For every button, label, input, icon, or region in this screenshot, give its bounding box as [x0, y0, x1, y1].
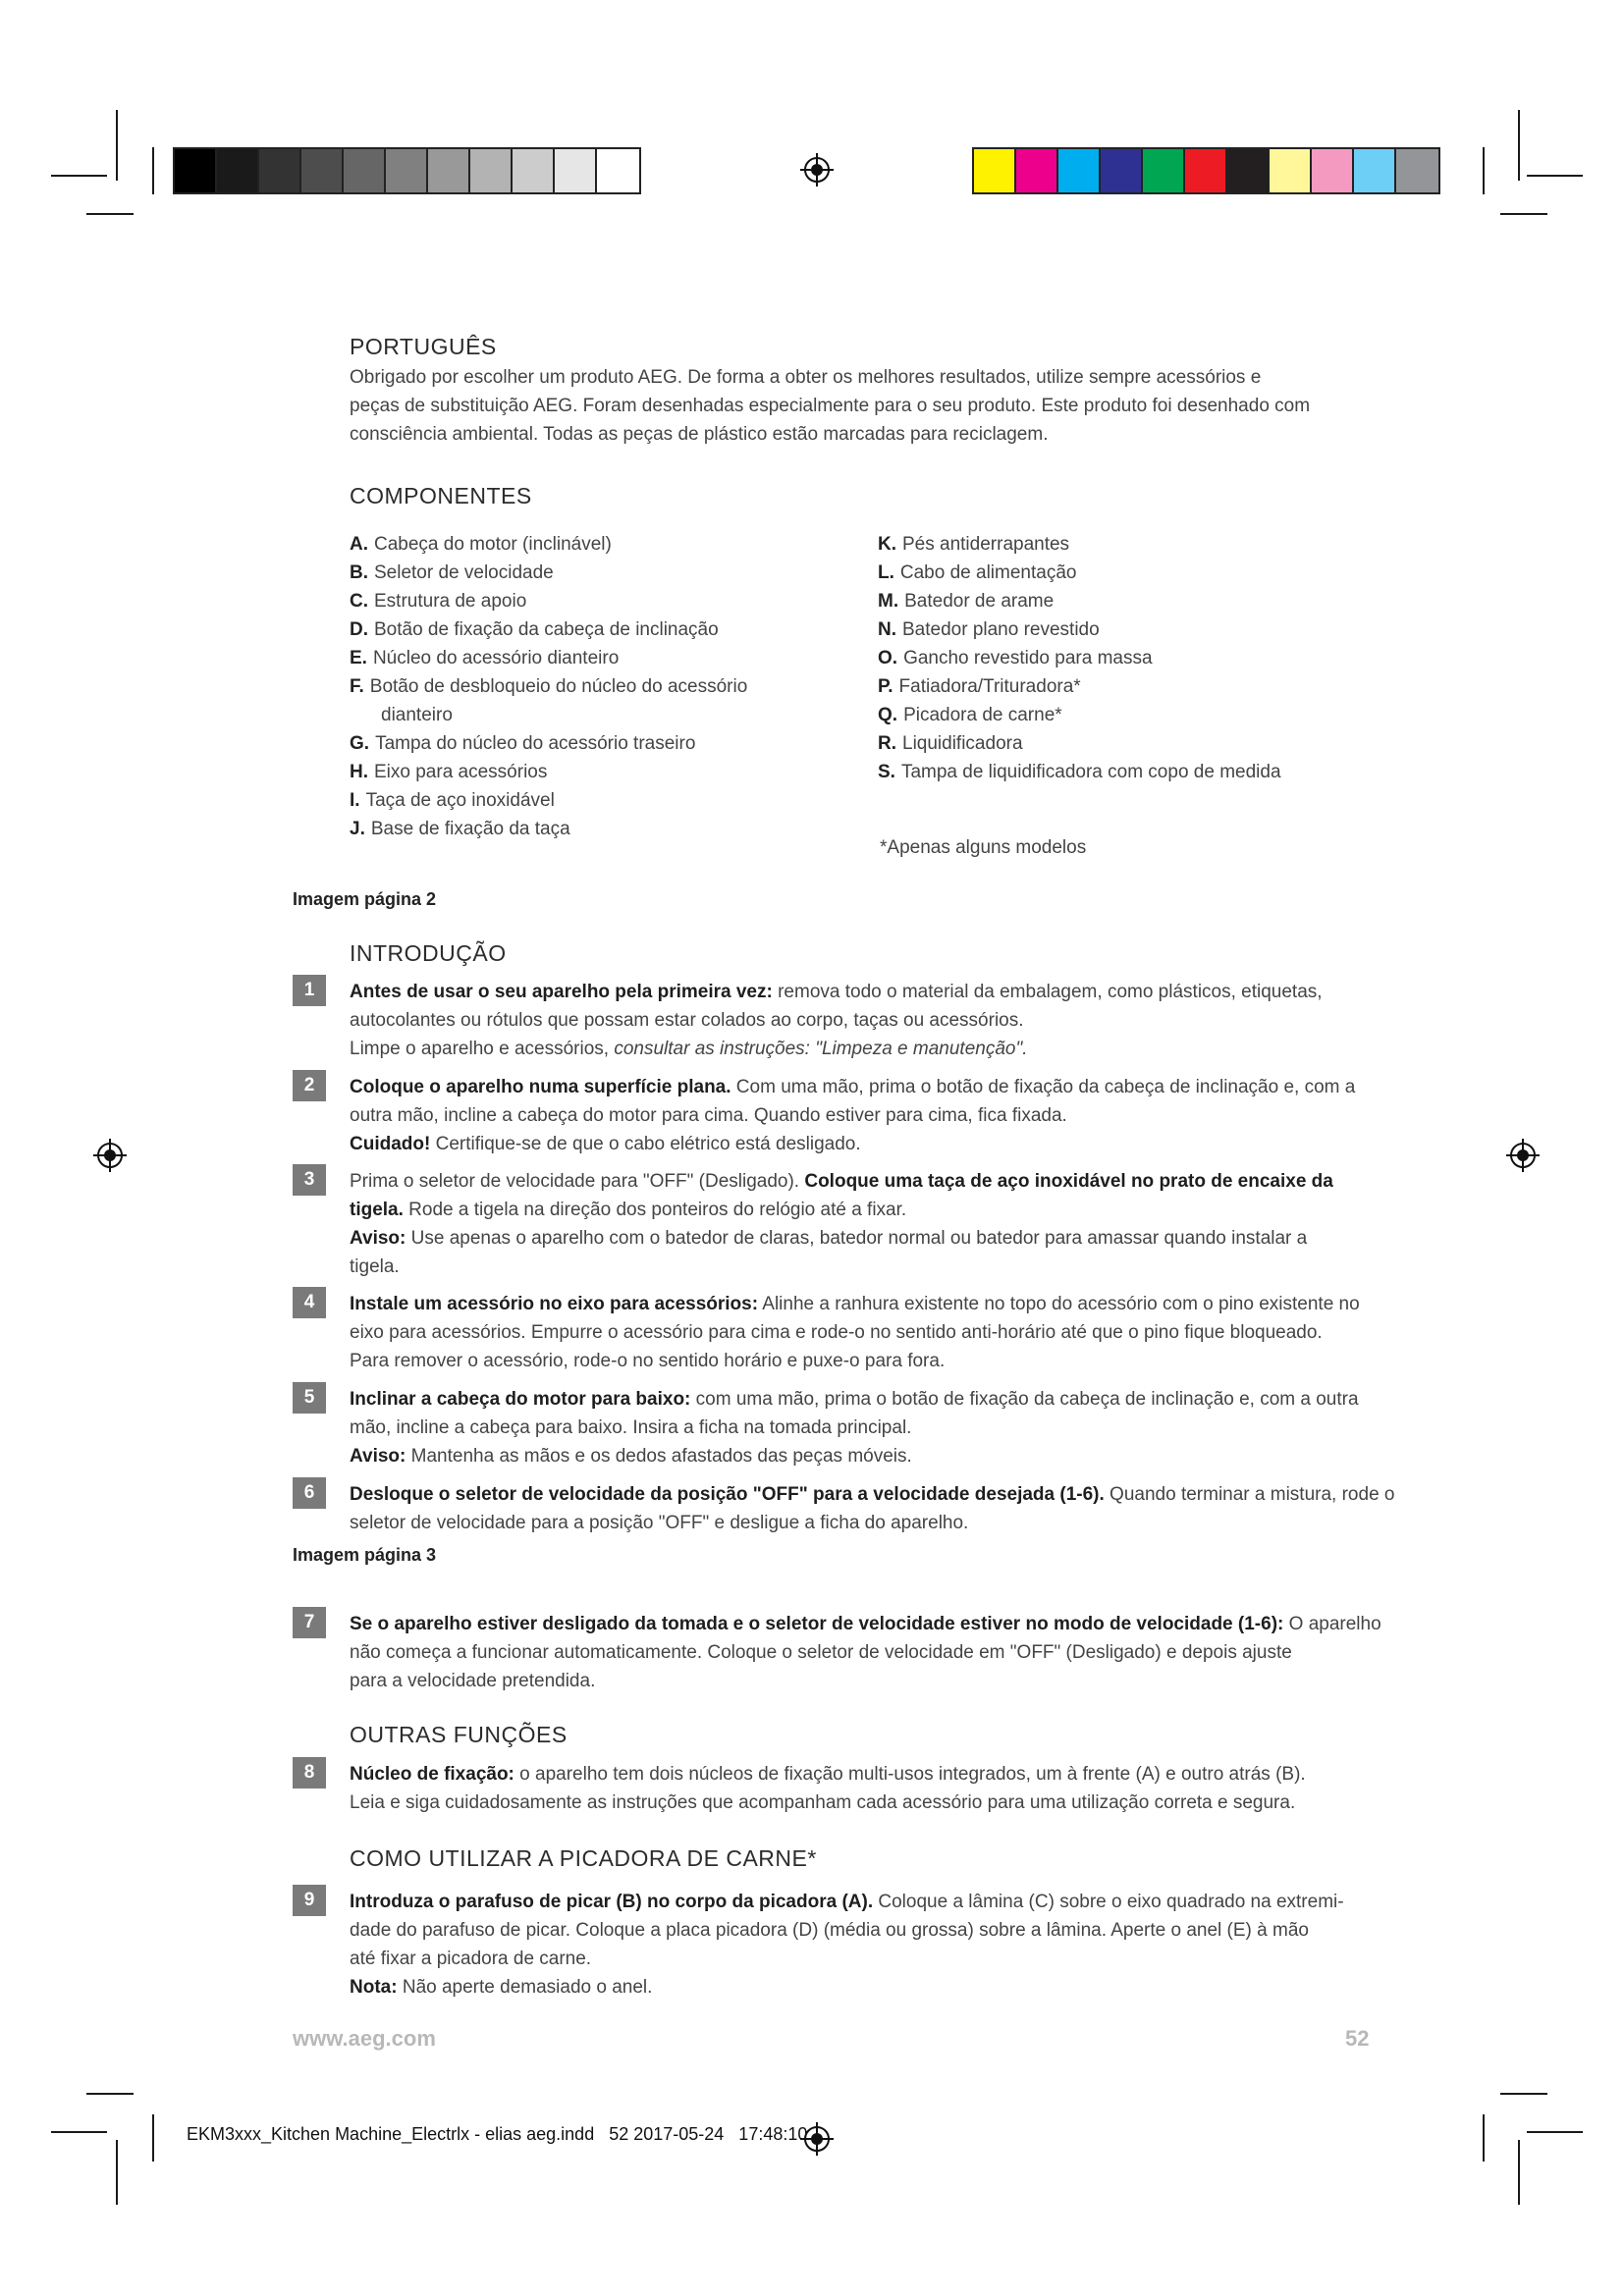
component-name: Fatiadora/Trituradora* — [898, 676, 1081, 697]
step-text: o aparelho tem dois núcleos de fixação multi-usos integrados, um à frente (A) e outro atrás (B). — [514, 1764, 1306, 1785]
color-swatch — [1101, 149, 1143, 192]
component-name: Tampa de liquidificadora com copo de medida — [900, 762, 1281, 782]
component-name: Botão de desbloqueio do núcleo do acessório — [369, 676, 748, 697]
step-text: Rode a tigela na direção dos ponteiros do relógio até a fixar. — [403, 1200, 907, 1220]
component-letter: N. — [878, 619, 896, 640]
component-name: Liquidificadora — [902, 733, 1023, 754]
component-item — [878, 559, 1428, 587]
step-text: Use apenas o aparelho com o batedor de claras, batedor normal ou batedor para amassar quando instalar a — [406, 1228, 1308, 1249]
component-item — [878, 672, 1428, 701]
registration-mark-icon — [1506, 1139, 1540, 1172]
component-item — [350, 729, 860, 758]
component-item — [350, 815, 860, 843]
step-lead: Inclinar a cabeça do motor para baixo: — [350, 1389, 691, 1410]
step-6-text — [350, 1480, 1410, 1537]
step-text: não começa a funcionar automaticamente. Coloque o seletor de velocidade em "OFF" (Desligado) e depois ajuste — [350, 1642, 1292, 1663]
step-text: Para remover o acessório, rode-o no sentido horário e puxe-o para fora. — [350, 1351, 946, 1371]
component-letter: P. — [878, 676, 893, 697]
color-swatch — [217, 149, 259, 192]
color-swatch — [470, 149, 513, 192]
color-swatch — [974, 149, 1016, 192]
component-letter: C. — [350, 591, 368, 612]
step-text: Prima o seletor de velocidade para "OFF" (Desligado). — [350, 1171, 805, 1192]
color-swatch — [1354, 149, 1396, 192]
color-swatch — [344, 149, 386, 192]
step-text: para a velocidade pretendida. — [350, 1671, 596, 1691]
color-swatch — [1396, 149, 1438, 192]
intro-line: Obrigado por escolher um produto AEG. De forma a obter os melhores resultados, utilize sempre acessórios e — [350, 367, 1262, 388]
print-slug: EKM3xxx_Kitchen Machine_Electrlx - elias aeg.indd 52 2017-05-24 17:48:10 — [187, 2124, 808, 2144]
step-text: Mantenha as mãos e os dedos afastados das peças móveis. — [406, 1446, 912, 1467]
registration-mark-icon — [800, 2122, 834, 2156]
component-item — [878, 587, 1428, 615]
step-text: até fixar a picadora de carne. — [350, 1949, 592, 1969]
color-swatch — [1058, 149, 1101, 192]
component-item — [350, 559, 860, 587]
component-name: Gancho revestido para massa — [903, 648, 1153, 668]
page-number: 52 — [1345, 2026, 1370, 2051]
step-text: Leia e siga cuidadosamente as instruções que acompanham cada acessório para uma utilização correta e segura. — [350, 1792, 1296, 1813]
step-lead: tigela. — [350, 1200, 404, 1220]
step-number-badge: 4 — [293, 1287, 326, 1318]
component-name: Pés antiderrapantes — [902, 534, 1070, 555]
section-title-outras-funcoes: OUTRAS FUNÇÕES — [350, 1722, 568, 1747]
components-list-left — [350, 530, 860, 843]
section-title-portugues: PORTUGUÊS — [350, 334, 497, 359]
step-text: Com uma mão, prima o botão de fixação da cabeça de inclinação e, com a — [731, 1077, 1356, 1097]
color-swatch — [513, 149, 555, 192]
color-swatch — [259, 149, 301, 192]
grayscale-color-bar — [173, 147, 641, 194]
component-item — [350, 530, 860, 559]
step-text: mão, incline a cabeça para baixo. Insira a ficha na tomada principal. — [350, 1417, 912, 1438]
step-text: Coloque a lâmina (C) sobre o eixo quadrado na extremi- — [873, 1892, 1344, 1912]
step-lead: Introduza o parafuso de picar (B) no corpo da picadora (A). — [350, 1892, 874, 1912]
step-text: Limpe o aparelho e acessórios, — [350, 1039, 615, 1059]
step-number-badge: 2 — [293, 1070, 326, 1101]
intro-paragraph — [350, 363, 1410, 449]
component-letter: R. — [878, 733, 896, 754]
step-text: Não aperte demasiado o anel. — [397, 1977, 653, 1998]
component-item — [350, 758, 860, 786]
component-item — [350, 587, 860, 615]
step-number-badge: 7 — [293, 1607, 326, 1638]
intro-line: consciência ambiental. Todas as peças de plástico estão marcadas para reciclagem. — [350, 424, 1049, 445]
component-item — [878, 729, 1428, 758]
component-name: Seletor de velocidade — [374, 562, 554, 583]
step-2-text — [350, 1073, 1390, 1158]
component-name: Cabo de alimentação — [899, 562, 1077, 583]
step-text: O aparelho — [1283, 1614, 1381, 1634]
component-name: Estrutura de apoio — [374, 591, 527, 612]
step-lead: Desloque o seletor de velocidade da posição "OFF" para a velocidade desejada (1-6). — [350, 1484, 1105, 1505]
section-title-componentes: COMPONENTES — [350, 483, 532, 508]
color-swatch — [1143, 149, 1185, 192]
component-item — [350, 701, 860, 729]
color-swatch — [1227, 149, 1270, 192]
component-letter: S. — [878, 762, 895, 782]
step-lead: Antes de usar o seu aparelho pela primeira vez: — [350, 982, 773, 1002]
color-swatch — [597, 149, 639, 192]
step-text: eixo para acessórios. Empurre o acessório para cima e rode-o no sentido anti-horário até que o pino fique bloqueado. — [350, 1322, 1323, 1343]
component-item — [350, 786, 860, 815]
component-letter: A. — [350, 534, 368, 555]
step-warning-label: Aviso: — [350, 1228, 406, 1249]
step-text: com uma mão, prima o botão de fixação da cabeça de inclinação e, com a outra — [690, 1389, 1359, 1410]
component-letter: I. — [350, 790, 360, 811]
step-text: remova todo o material da embalagem, como plásticos, etiquetas, — [772, 982, 1323, 1002]
image-page-label: Imagem página 3 — [293, 1545, 437, 1565]
intro-line: peças de substituição AEG. Foram desenhadas especialmente para o seu produto. Este produto foi desenhado com — [350, 396, 1311, 416]
component-letter: J. — [350, 819, 365, 839]
component-letter: G. — [350, 733, 370, 754]
component-name: Base de fixação da taça — [370, 819, 570, 839]
step-number-badge: 5 — [293, 1382, 326, 1414]
step-number-badge: 3 — [293, 1164, 326, 1196]
component-name: Eixo para acessórios — [374, 762, 548, 782]
component-name: Batedor plano revestido — [902, 619, 1100, 640]
component-letter: B. — [350, 562, 368, 583]
step-4-text — [350, 1290, 1390, 1375]
step-9-text — [350, 1888, 1410, 2002]
component-letter: M. — [878, 591, 899, 612]
step-text: seletor de velocidade para a posição "OFF" e desligue a ficha do aparelho. — [350, 1513, 969, 1533]
step-text: tigela. — [350, 1256, 400, 1277]
step-text: autocolantes ou rótulos que possam estar colados ao corpo, taças ou acessórios. — [350, 1010, 1024, 1031]
component-letter: H. — [350, 762, 368, 782]
component-name: Picadora de carne* — [903, 705, 1062, 725]
step-warning-label: Aviso: — [350, 1446, 406, 1467]
component-letter: D. — [350, 619, 368, 640]
component-item — [350, 644, 860, 672]
step-7-text — [350, 1610, 1410, 1695]
component-name: Batedor de arame — [904, 591, 1055, 612]
registration-mark-icon — [800, 153, 834, 187]
step-text: Quando terminar a mistura, rode o — [1104, 1484, 1395, 1505]
component-letter: E. — [350, 648, 367, 668]
component-letter: F. — [350, 676, 364, 697]
step-3-text — [350, 1167, 1390, 1281]
component-name: Núcleo do acessório dianteiro — [372, 648, 620, 668]
footer-url: www.aeg.com — [293, 2026, 436, 2051]
component-item — [878, 644, 1428, 672]
section-title-introducao: INTRODUÇÃO — [350, 940, 507, 966]
component-item — [878, 615, 1428, 644]
color-swatch — [1312, 149, 1354, 192]
color-swatch — [386, 149, 428, 192]
step-5-text — [350, 1385, 1390, 1470]
step-lead: Coloque o aparelho numa superfície plana. — [350, 1077, 731, 1097]
step-text: Alinhe a ranhura existente no topo do acessório com o pino existente no — [758, 1294, 1360, 1314]
component-item — [878, 758, 1428, 786]
step-lead: Núcleo de fixação: — [350, 1764, 514, 1785]
image-page-label: Imagem página 2 — [293, 889, 437, 909]
registration-mark-icon — [93, 1139, 127, 1172]
step-number-badge: 9 — [293, 1885, 326, 1916]
component-name: dianteiro — [381, 705, 453, 725]
step-lead: Instale um acessório no eixo para acessórios: — [350, 1294, 759, 1314]
component-item — [878, 701, 1428, 729]
models-note: *Apenas alguns modelos — [880, 837, 1087, 858]
color-swatch — [1270, 149, 1312, 192]
component-item — [350, 615, 860, 644]
color-swatch — [301, 149, 344, 192]
process-color-bar — [972, 147, 1440, 194]
step-number-badge: 6 — [293, 1477, 326, 1509]
component-letter: O. — [878, 648, 898, 668]
step-text: dade do parafuso de picar. Coloque a placa picadora (D) (média ou grossa) sobre a lâmina. Aperte o anel (E) à mão — [350, 1920, 1309, 1941]
component-name: Tampa do núcleo do acessório traseiro — [375, 733, 696, 754]
step-text: Certifique-se de que o cabo elétrico está desligado. — [430, 1134, 861, 1154]
color-swatch — [1016, 149, 1058, 192]
component-item — [878, 530, 1428, 559]
section-title-picadora: COMO UTILIZAR A PICADORA DE CARNE* — [350, 1845, 817, 1871]
components-list-right — [878, 530, 1428, 786]
component-item — [350, 672, 860, 701]
component-letter: L. — [878, 562, 894, 583]
step-reference: consultar as instruções: "Limpeza e manutenção". — [614, 1039, 1028, 1059]
color-swatch — [175, 149, 217, 192]
component-letter: Q. — [878, 705, 898, 725]
step-number-badge: 1 — [293, 975, 326, 1006]
component-name: Cabeça do motor (inclinável) — [374, 534, 612, 555]
step-warning-label: Cuidado! — [350, 1134, 431, 1154]
step-number-badge: 8 — [293, 1757, 326, 1789]
color-swatch — [1185, 149, 1227, 192]
step-1-text — [350, 978, 1390, 1063]
color-swatch — [555, 149, 597, 192]
color-swatch — [428, 149, 470, 192]
step-lead: Coloque uma taça de aço inoxidável no prato de encaixe da — [804, 1171, 1333, 1192]
component-letter: K. — [878, 534, 896, 555]
step-lead: Se o aparelho estiver desligado da tomada e o seletor de velocidade estiver no modo de velocidade (1-6): — [350, 1614, 1284, 1634]
step-note-label: Nota: — [350, 1977, 398, 1998]
step-text: outra mão, incline a cabeça do motor para cima. Quando estiver para cima, fica fixada. — [350, 1105, 1067, 1126]
component-name: Taça de aço inoxidável — [365, 790, 555, 811]
step-8-text — [350, 1760, 1410, 1817]
component-name: Botão de fixação da cabeça de inclinação — [374, 619, 719, 640]
